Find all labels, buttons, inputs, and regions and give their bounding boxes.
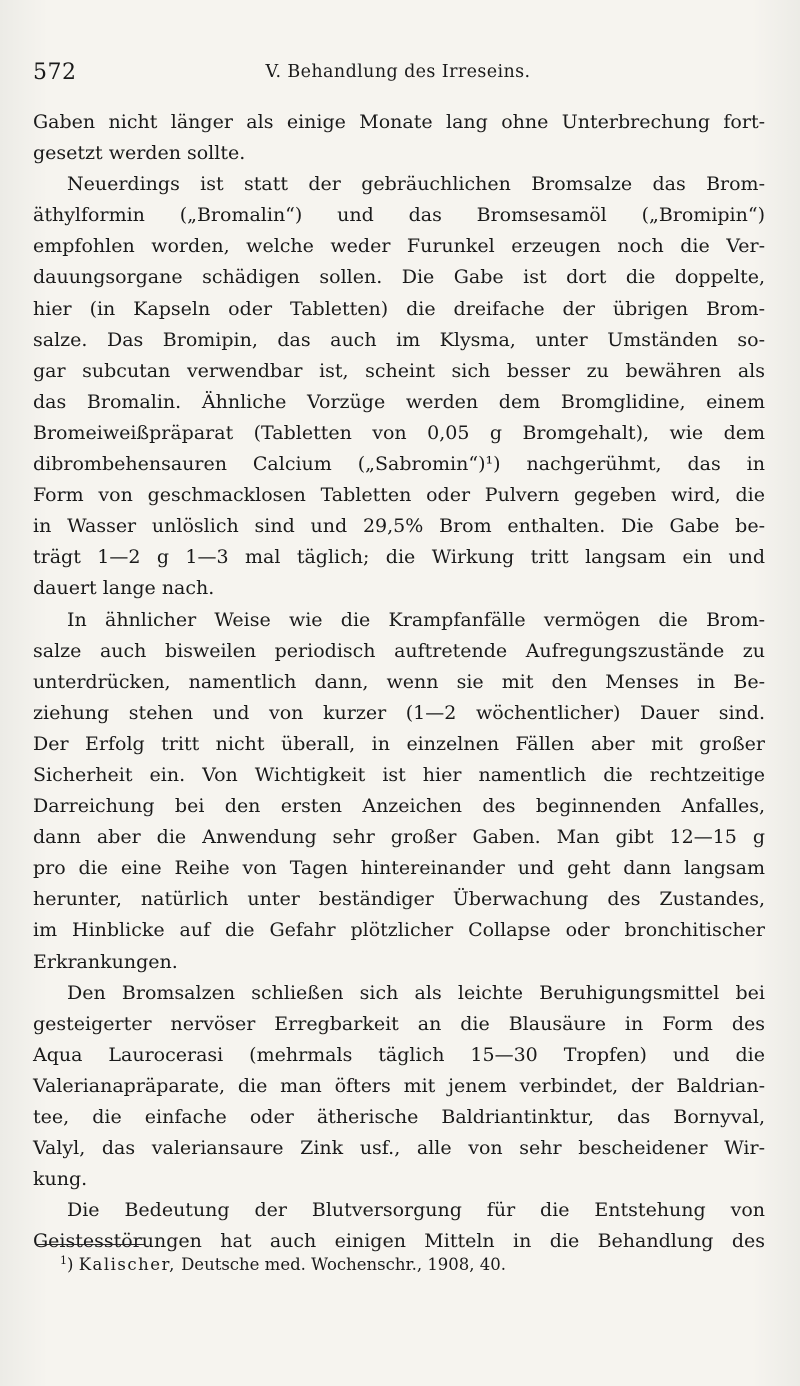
text-line: äthylformin („Bromalin“) und das Bromsesamöl („Bromipin“) [33,204,765,227]
page-header [33,60,763,90]
text-line: dauert lange nach. [33,577,215,600]
text-line: Die Bedeutung der Blutversorgung für die Entstehung von [67,1199,765,1222]
text-line: Form von geschmacklosen Tabletten oder Pulvern gegeben wird, die [33,484,765,507]
text-line: unterdrücken, namentlich dann, wenn sie mit den Menses in Be- [33,670,765,693]
text-line: gesetzt werden sollte. [33,142,246,165]
footnote-citation: Deutsche med. Wochenschr., 1908, 40. [181,1255,507,1274]
text-line: salze auch bisweilen periodisch auftretende Aufregungszustände zu [33,639,765,662]
text-line: Geistesstörungen hat auch einigen Mitteln in die Behandlung des [33,1230,765,1253]
footnote-marker: 1 [60,1254,67,1267]
text-line: dann aber die Anwendung sehr großer Gaben. Man gibt 12—15 g [33,826,765,849]
text-line: Den Bromsalzen schließen sich als leichte Beruhigungsmittel bei [67,981,765,1004]
running-head: V. Behandlung des Irreseins. [265,62,531,82]
text-line: Erkrankungen. [33,950,178,973]
text-line: ziehung stehen und von kurzer (1—2 wöchentlicher) Dauer sind. [33,701,765,724]
text-line: In ähnlicher Weise wie die Krampfanfälle vermögen die Brom- [67,608,765,631]
text-line: dauungsorgane schädigen sollen. Die Gabe ist dort die doppelte, [33,266,765,289]
text-line: Valyl, das valeriansaure Zink usf., alle von sehr bescheidener Wir- [33,1137,765,1160]
text-line: salze. Das Bromipin, das auch im Klysma, unter Umständen so- [33,328,765,351]
text-line: in Wasser unlöslich sind und 29,5% Brom enthalten. Die Gabe be- [33,515,765,538]
text-line: hier (in Kapseln oder Tabletten) die dreifache der übrigen Brom- [33,297,765,320]
text-line: pro die eine Reihe von Tagen hintereinander und geht dann langsam [33,857,765,880]
text-line: Aqua Laurocerasi (mehrmals täglich 15—30 Tropfen) und die [33,1043,765,1066]
footnote-author: Kalischer, [78,1255,176,1274]
text-line: Gaben nicht länger als einige Monate lang ohne Unterbrechung fort- [33,111,765,133]
footnote: $^1$) Kalischer, Deutsche med. Wochenschr., 1908, 40. [60,1254,507,1274]
text-line: tee, die einfache oder ätherische Baldriantinktur, das Bornyval, [33,1106,765,1128]
text-line: Darreichung bei den ersten Anzeichen des beginnenden Anfalles, [33,795,765,818]
text-line: gesteigerter nervöser Erregbarkeit an die Blausäure in Form des [33,1012,765,1035]
text-line: herunter, natürlich unter beständiger Überwachung des Zustandes, [33,888,765,911]
text-line: gar subcutan verwendbar ist, scheint sich besser zu bewähren als [33,359,765,382]
text-line: trägt 1—2 g 1—3 mal täglich; die Wirkung tritt langsam ein und [33,546,765,569]
text-line: kung. [33,1168,88,1191]
text-line: empfohlen worden, welche weder Furunkel erzeugen noch die Ver- [33,235,765,258]
text-line: Neuerdings ist statt der gebräuchlichen Bromsalze das Brom- [67,173,765,196]
text-line: das Bromalin. Ähnliche Vorzüge werden dem Bromglidine, einem [33,390,765,413]
text-line: Sicherheit ein. Von Wichtigkeit ist hier namentlich die rechtzeitige [33,763,765,786]
text-line: Valerianapräparate, die man öfters mit jenem verbindet, der Baldrian- [33,1074,765,1097]
footnote-divider [37,1244,145,1245]
text-line: Bromeiweißpräparat (Tabletten von 0,05 g Bromgehalt), wie dem [33,421,765,444]
text-line: dibrombehensauren Calcium („Sabromin“)¹) nachgerühmt, das in [33,453,765,476]
text-line: Der Erfolg tritt nicht überall, in einzelnen Fällen aber mit großer [33,732,765,755]
page-number: 572 [33,60,77,85]
body-text [33,107,765,1257]
text-line: im Hinblicke auf die Gefahr plötzlicher Collapse oder bronchitischer [33,919,765,942]
